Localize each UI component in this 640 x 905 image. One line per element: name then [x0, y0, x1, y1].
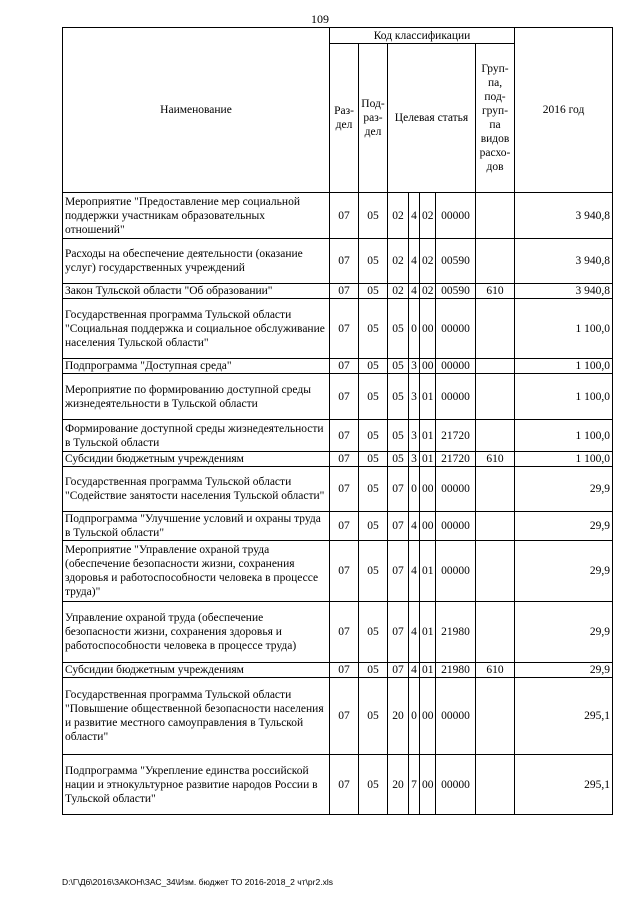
table-row — [63, 374, 613, 420]
table-row — [63, 239, 613, 284]
row-target-event: 02 — [420, 284, 436, 299]
row-target-program: 07 — [388, 512, 409, 541]
row-target-subprogram: 3 — [409, 420, 420, 452]
row-target-program: 02 — [388, 193, 409, 239]
row-podrazdel: 05 — [359, 359, 388, 374]
row-expense-type — [476, 678, 515, 755]
row-target-event: 01 — [420, 541, 436, 602]
header-code-group: Код классификации — [330, 28, 515, 44]
row-target-direction: 00000 — [436, 512, 476, 541]
row-razdel: 07 — [330, 452, 359, 467]
row-razdel: 07 — [330, 299, 359, 359]
header-target-article: Целевая статья — [388, 44, 476, 193]
row-target-program: 07 — [388, 602, 409, 663]
row-amount: 29,9 — [515, 467, 613, 512]
row-name: Закон Тульской области "Об образовании" — [63, 284, 330, 299]
row-target-direction: 00000 — [436, 193, 476, 239]
row-amount: 3 940,8 — [515, 239, 613, 284]
row-target-subprogram: 3 — [409, 374, 420, 420]
table-row — [63, 284, 613, 299]
row-expense-type — [476, 193, 515, 239]
table-row — [63, 420, 613, 452]
row-target-direction: 00000 — [436, 467, 476, 512]
row-razdel: 07 — [330, 374, 359, 420]
row-amount: 29,9 — [515, 663, 613, 678]
row-target-direction: 21720 — [436, 452, 476, 467]
table-row — [63, 299, 613, 359]
row-target-direction: 00000 — [436, 374, 476, 420]
row-target-program: 05 — [388, 452, 409, 467]
row-podrazdel: 05 — [359, 512, 388, 541]
row-target-program: 05 — [388, 420, 409, 452]
row-expense-type — [476, 602, 515, 663]
row-target-direction: 21980 — [436, 602, 476, 663]
row-target-event: 01 — [420, 452, 436, 467]
row-podrazdel: 05 — [359, 678, 388, 755]
row-target-direction: 00000 — [436, 299, 476, 359]
row-podrazdel: 05 — [359, 541, 388, 602]
row-razdel: 07 — [330, 420, 359, 452]
row-amount: 29,9 — [515, 541, 613, 602]
row-expense-type — [476, 420, 515, 452]
row-razdel: 07 — [330, 541, 359, 602]
row-target-subprogram: 0 — [409, 678, 420, 755]
row-name: Государственная программа Тульской области "Повышение общественной безопасности населения и развитие местного самоуправления в Тульской области" — [63, 678, 330, 755]
row-expense-type — [476, 359, 515, 374]
table-row — [63, 452, 613, 467]
row-razdel: 07 — [330, 284, 359, 299]
row-name: Государственная программа Тульской области "Содействие занятости населения Тульской области" — [63, 467, 330, 512]
row-amount: 1 100,0 — [515, 374, 613, 420]
row-name: Подпрограмма "Укрепление единства российской нации и этнокультурное развитие народов России в Тульской области" — [63, 755, 330, 815]
row-target-event: 02 — [420, 239, 436, 284]
table-header — [63, 28, 613, 193]
row-target-subprogram: 4 — [409, 663, 420, 678]
table-row — [63, 663, 613, 678]
table-body — [63, 193, 613, 815]
row-target-subprogram: 0 — [409, 467, 420, 512]
row-target-program: 02 — [388, 239, 409, 284]
row-target-program: 05 — [388, 299, 409, 359]
table-row — [63, 541, 613, 602]
row-amount: 1 100,0 — [515, 420, 613, 452]
row-expense-type — [476, 541, 515, 602]
table-row — [63, 467, 613, 512]
header-expense-group: Груп- па, под- груп- па видов расхо- дов — [476, 44, 515, 193]
row-target-subprogram: 4 — [409, 284, 420, 299]
row-target-subprogram: 7 — [409, 755, 420, 815]
row-target-subprogram: 4 — [409, 602, 420, 663]
row-target-program: 20 — [388, 678, 409, 755]
row-amount: 1 100,0 — [515, 299, 613, 359]
row-target-program: 05 — [388, 374, 409, 420]
row-target-event: 00 — [420, 678, 436, 755]
row-target-event: 00 — [420, 512, 436, 541]
header-name: Наименование — [63, 28, 330, 193]
row-expense-type — [476, 374, 515, 420]
row-expense-type — [476, 299, 515, 359]
row-podrazdel: 05 — [359, 374, 388, 420]
row-razdel: 07 — [330, 663, 359, 678]
row-podrazdel: 05 — [359, 299, 388, 359]
row-name: Мероприятие "Предоставление мер социальной поддержки участникам образовательных отношений" — [63, 193, 330, 239]
row-target-subprogram: 3 — [409, 359, 420, 374]
page-number: 109 — [311, 12, 329, 26]
row-expense-type: 610 — [476, 452, 515, 467]
row-target-direction: 00000 — [436, 678, 476, 755]
row-name: Подпрограмма "Улучшение условий и охраны труда в Тульской области" — [63, 512, 330, 541]
row-target-subprogram: 4 — [409, 193, 420, 239]
footer-file-path: D:\Г\Д6\2016\ЗАКОН\ЗАС_34\Изм. бюджет ТО 2016-2018_2 чт\pr2.xls — [62, 877, 333, 887]
row-target-program: 20 — [388, 755, 409, 815]
row-target-subprogram: 0 — [409, 299, 420, 359]
row-name: Государственная программа Тульской области "Социальная поддержка и социальное обслуживание населения Тульской области" — [63, 299, 330, 359]
row-amount: 3 940,8 — [515, 193, 613, 239]
row-razdel: 07 — [330, 193, 359, 239]
row-amount: 295,1 — [515, 678, 613, 755]
row-name: Расходы на обеспечение деятельности (оказание услуг) государственных учреждений — [63, 239, 330, 284]
budget-table — [62, 27, 613, 815]
row-podrazdel: 05 — [359, 284, 388, 299]
row-target-program: 07 — [388, 467, 409, 512]
row-target-event: 00 — [420, 467, 436, 512]
row-target-subprogram: 4 — [409, 541, 420, 602]
row-target-subprogram: 3 — [409, 452, 420, 467]
row-target-direction: 00000 — [436, 755, 476, 815]
row-target-event: 02 — [420, 193, 436, 239]
row-expense-type: 610 — [476, 663, 515, 678]
row-target-direction: 21720 — [436, 420, 476, 452]
row-target-direction: 00590 — [436, 239, 476, 284]
row-target-event: 01 — [420, 420, 436, 452]
row-amount: 29,9 — [515, 512, 613, 541]
row-name: Мероприятие "Управление охраной труда (обеспечение безопасности жизни, сохранения здоровья и работоспособности человека в процессе труда)" — [63, 541, 330, 602]
table-row — [63, 512, 613, 541]
row-name: Подпрограмма "Доступная среда" — [63, 359, 330, 374]
row-target-direction: 00000 — [436, 541, 476, 602]
header-year: 2016 год — [515, 28, 613, 193]
row-name: Мероприятие по формированию доступной среды жизнедеятельности в Тульской области — [63, 374, 330, 420]
table-row — [63, 359, 613, 374]
row-target-program: 05 — [388, 359, 409, 374]
table-row — [63, 678, 613, 755]
row-expense-type — [476, 467, 515, 512]
row-amount: 1 100,0 — [515, 452, 613, 467]
table-row — [63, 755, 613, 815]
row-razdel: 07 — [330, 239, 359, 284]
row-razdel: 07 — [330, 512, 359, 541]
header-razdel: Раз- дел — [330, 44, 359, 193]
row-expense-type: 610 — [476, 284, 515, 299]
row-razdel: 07 — [330, 602, 359, 663]
row-podrazdel: 05 — [359, 467, 388, 512]
row-target-program: 07 — [388, 663, 409, 678]
row-podrazdel: 05 — [359, 755, 388, 815]
row-podrazdel: 05 — [359, 420, 388, 452]
row-razdel: 07 — [330, 359, 359, 374]
row-expense-type — [476, 239, 515, 284]
row-target-direction: 00000 — [436, 359, 476, 374]
row-razdel: 07 — [330, 467, 359, 512]
row-razdel: 07 — [330, 678, 359, 755]
table-row — [63, 193, 613, 239]
row-target-program: 07 — [388, 541, 409, 602]
row-amount: 1 100,0 — [515, 359, 613, 374]
row-razdel: 07 — [330, 755, 359, 815]
row-name: Управление охраной труда (обеспечение безопасности жизни, сохранения здоровья и работоспособности человека в процессе труда) — [63, 602, 330, 663]
row-amount: 295,1 — [515, 755, 613, 815]
row-target-event: 01 — [420, 374, 436, 420]
row-expense-type — [476, 755, 515, 815]
row-podrazdel: 05 — [359, 239, 388, 284]
row-target-subprogram: 4 — [409, 512, 420, 541]
row-target-direction: 00590 — [436, 284, 476, 299]
row-amount: 3 940,8 — [515, 284, 613, 299]
row-target-event: 00 — [420, 359, 436, 374]
row-target-subprogram: 4 — [409, 239, 420, 284]
row-target-direction: 21980 — [436, 663, 476, 678]
row-target-program: 02 — [388, 284, 409, 299]
row-podrazdel: 05 — [359, 602, 388, 663]
row-target-event: 00 — [420, 755, 436, 815]
row-target-event: 01 — [420, 663, 436, 678]
row-target-event: 01 — [420, 602, 436, 663]
row-amount: 29,9 — [515, 602, 613, 663]
table-row — [63, 602, 613, 663]
row-target-event: 00 — [420, 299, 436, 359]
row-podrazdel: 05 — [359, 452, 388, 467]
row-expense-type — [476, 512, 515, 541]
row-name: Субсидии бюджетным учреждениям — [63, 663, 330, 678]
row-name: Субсидии бюджетным учреждениям — [63, 452, 330, 467]
row-name: Формирование доступной среды жизнедеятельности в Тульской области — [63, 420, 330, 452]
row-podrazdel: 05 — [359, 193, 388, 239]
row-podrazdel: 05 — [359, 663, 388, 678]
header-podrazdel: Под- раз- дел — [359, 44, 388, 193]
